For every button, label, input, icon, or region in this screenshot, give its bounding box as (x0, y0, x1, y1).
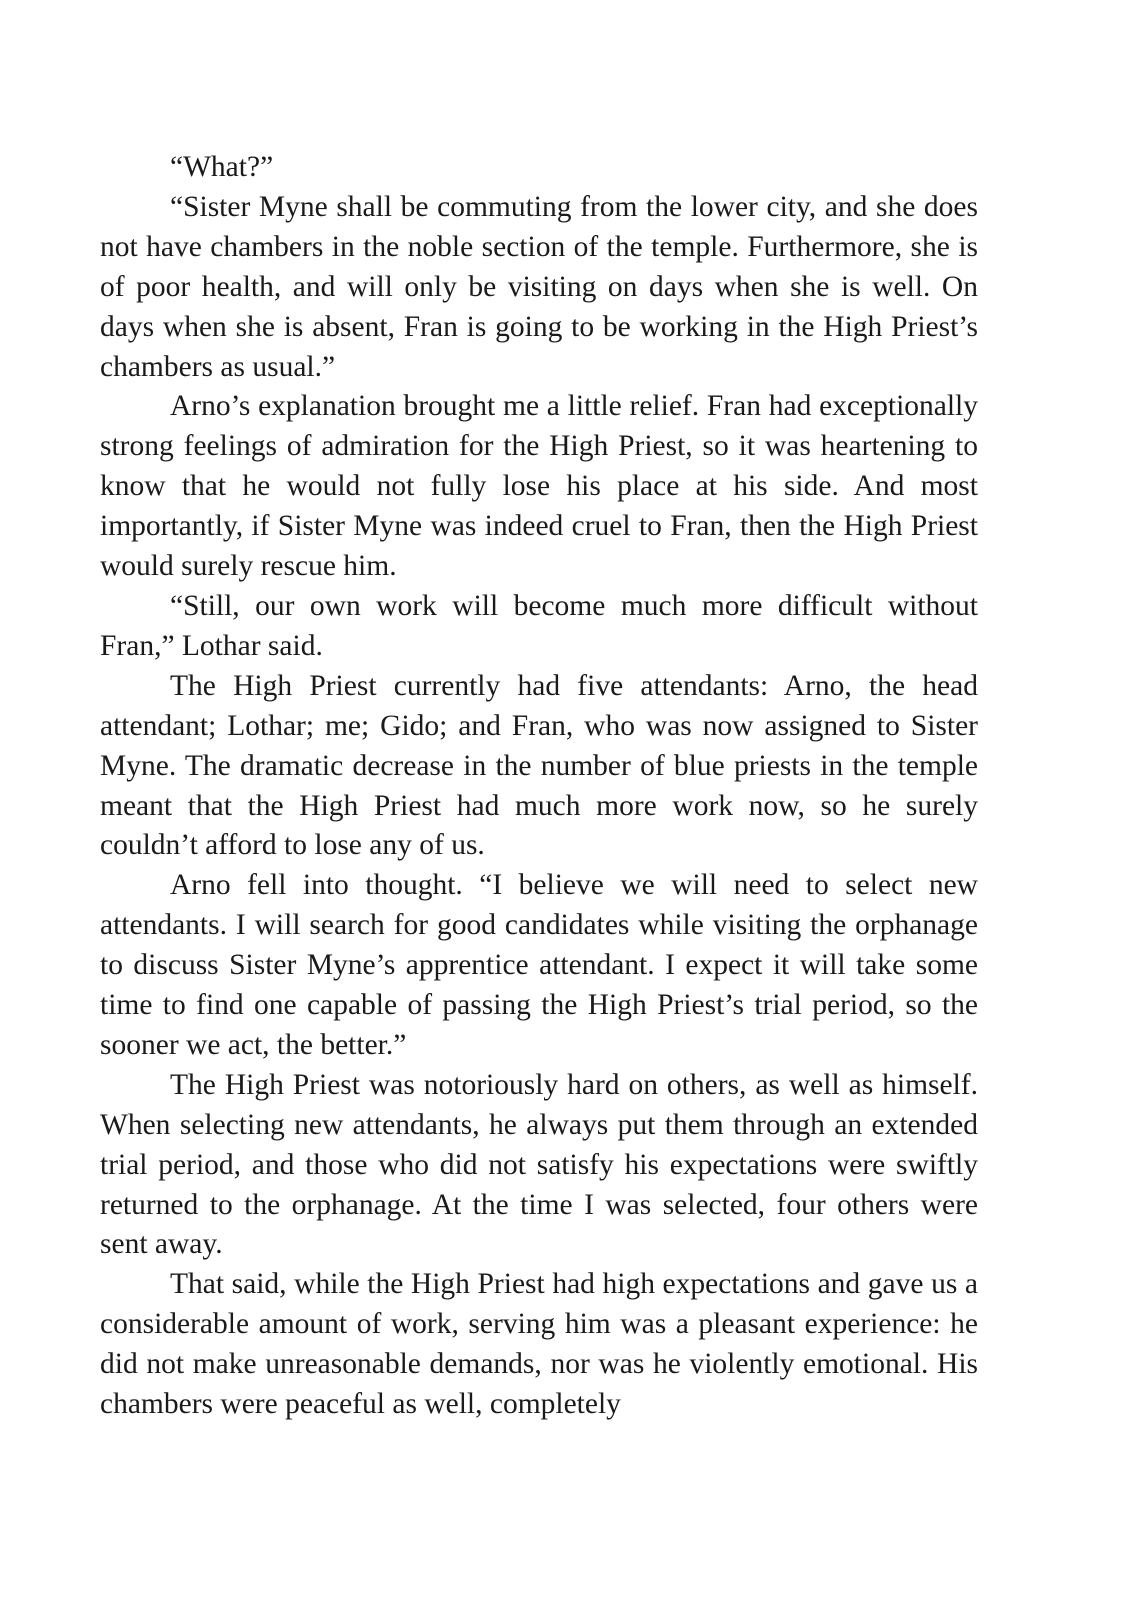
paragraph: Arno’s explanation brought me a little relief. Fran had exceptionally strong feelings of admiration for the High Priest, so it was heartening to know that he would not fully lose his place at his side. And most importantly, if Sister Myne was indeed cruel to Fran, then the High Priest would surely rescue him. (100, 390, 978, 583)
paragraph: The High Priest was notoriously hard on others, as well as himself. When selecting new attendants, he always put them through an extended trial period, and those who did not satisfy his expectations were swiftly returned to the orphanage. At the time I was selected, four others were sent away. (100, 1068, 978, 1261)
book-page (100, 148, 978, 1425)
paragraph: The High Priest currently had five attendants: Arno, the head attendant; Lothar; me; Gido; and Fran, who was now assigned to Sister Myne. The dramatic decrease in the number of blue priests in the temple meant that the High Priest had much more work now, so he surely couldn’t afford to lose any of us. (100, 669, 978, 862)
paragraph: That said, while the High Priest had high expectations and gave us a considerable amount of work, serving him was a pleasant experience: he did not make unreasonable demands, nor was he violently emotional. His chambers were peaceful as well, completely (100, 1268, 978, 1421)
paragraph: “What?” (170, 151, 274, 183)
paragraph: Arno fell into thought. “I believe we will need to select new attendants. I will search for good candidates while visiting the orphanage to discuss Sister Myne’s apprentice attendant. I expect it will take some time to find one capable of passing the High Priest’s trial period, so the sooner we act, the better.” (100, 869, 978, 1061)
paragraph: “Sister Myne shall be commuting from the lower city, and she does not have chambers in the noble section of the temple. Furthermore, she is of poor health, and will only be visiting on days when she is well. On days when she is absent, Fran is going to be working in the High Priest’s chambers as usual.” (100, 190, 978, 383)
paragraph: “Still, our own work will become much more difficult without Fran,” Lothar said. (100, 589, 978, 662)
